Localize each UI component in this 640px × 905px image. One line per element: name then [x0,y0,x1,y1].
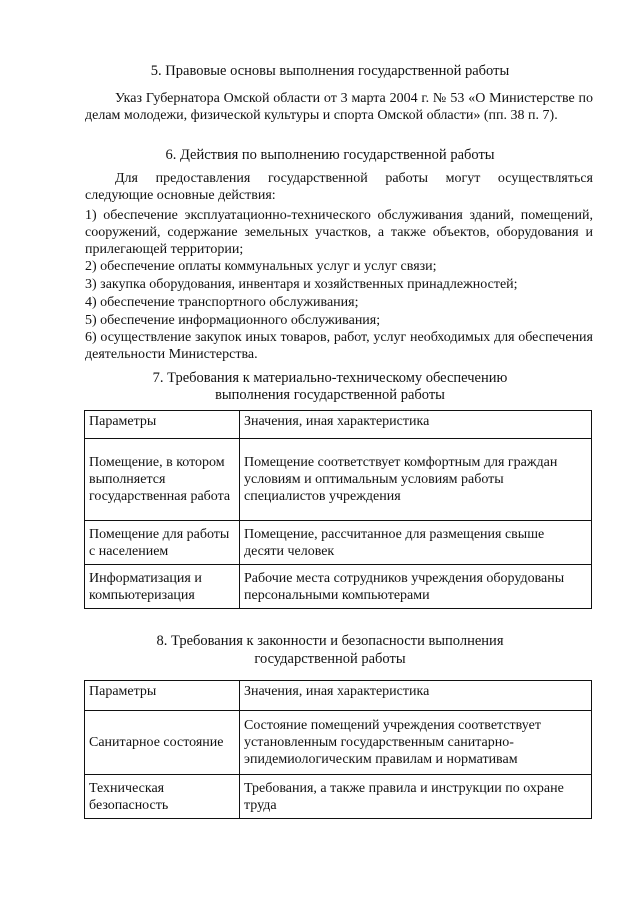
section-8-table [84,680,592,819]
section-6-intro [85,170,593,204]
list-item: 6) осуществление закупок иных товаров, работ, услуг необходимых для обеспечения деятельности Министерства. [85,330,593,362]
section-5-title: 5. Правовые основы выполнения государственной работы [150,63,510,79]
table-row [85,565,592,609]
section-6-item-4 [85,294,593,311]
section-6-item-6 [85,329,593,363]
parameter-cell: Санитарное состояние [85,711,240,775]
list-item: 2) обеспечение оплаты коммунальных услуг и услуг связи; [85,259,437,274]
section-6-title: 6. Действия по выполнению государственной работы [165,147,495,163]
section-8-title-line-2: государственной работы [254,651,406,667]
table-row [85,775,592,819]
table-header-row [85,411,592,439]
value-cell: Помещение соответствует комфортным для граждан условиям и оптимальным условиям работы специалистов учреждения [240,439,592,521]
value-cell: Помещение, рассчитанное для размещения свыше десяти человек [240,521,592,565]
list-item: 1) обеспечение эксплуатационно-технического обслуживания зданий, помещений, сооружений, содержание земельных участков, а также объектов, оборудования и прилегающей территории; [85,208,593,257]
section-7-title-line-1: 7. Требования к материально-техническому обеспечению [152,370,508,386]
section-7-table [84,410,592,609]
value-cell: Рабочие места сотрудников учреждения оборудованы персональными компьютерами [240,565,592,609]
header-cell-parameters: Параметры [85,681,240,711]
section-6-item-2 [85,258,593,275]
table-row [85,521,592,565]
parameter-cell: Помещение, в котором выполняется государственная работа [85,439,240,521]
table-row [85,439,592,521]
value-cell: Состояние помещений учреждения соответствует установленным государственным санитарно-эпидемиологическим правилам и нормативам [240,711,592,775]
table-header-row [85,681,592,711]
section-5-text-content: Указ Губернатора Омской области от 3 марта 2004 г. № 53 «О Министерстве по делам молодежи, физической культуры и спорта Омской области» (пп. 38 п. 7). [85,91,593,123]
section-6-item-1 [85,207,593,258]
list-item: 3) закупка оборудования, инвентаря и хозяйственных принадлежностей; [85,277,518,292]
header-cell-values: Значения, иная характеристика [240,411,592,439]
value-cell: Требования, а также правила и инструкции по охране труда [240,775,592,819]
parameter-cell: Помещение для работы с населением [85,521,240,565]
header-cell-values: Значения, иная характеристика [240,681,592,711]
section-6-intro-content: Для предоставления государственной работы могут осуществляться следующие основные действия: [85,171,593,203]
section-6-item-3 [85,276,593,293]
section-6-item-5 [85,312,593,329]
parameter-cell: Информатизация и компьютеризация [85,565,240,609]
parameter-cell: Техническая безопасность [85,775,240,819]
header-cell-parameters: Параметры [85,411,240,439]
list-item: 4) обеспечение транспортного обслуживания; [85,295,359,310]
section-8-title-line-1: 8. Требования к законности и безопасности выполнения [156,633,504,649]
list-item: 5) обеспечение информационного обслуживания; [85,313,381,328]
table-row [85,711,592,775]
section-5-text [85,90,593,124]
section-7-title-line-2: выполнения государственной работы [215,387,445,403]
